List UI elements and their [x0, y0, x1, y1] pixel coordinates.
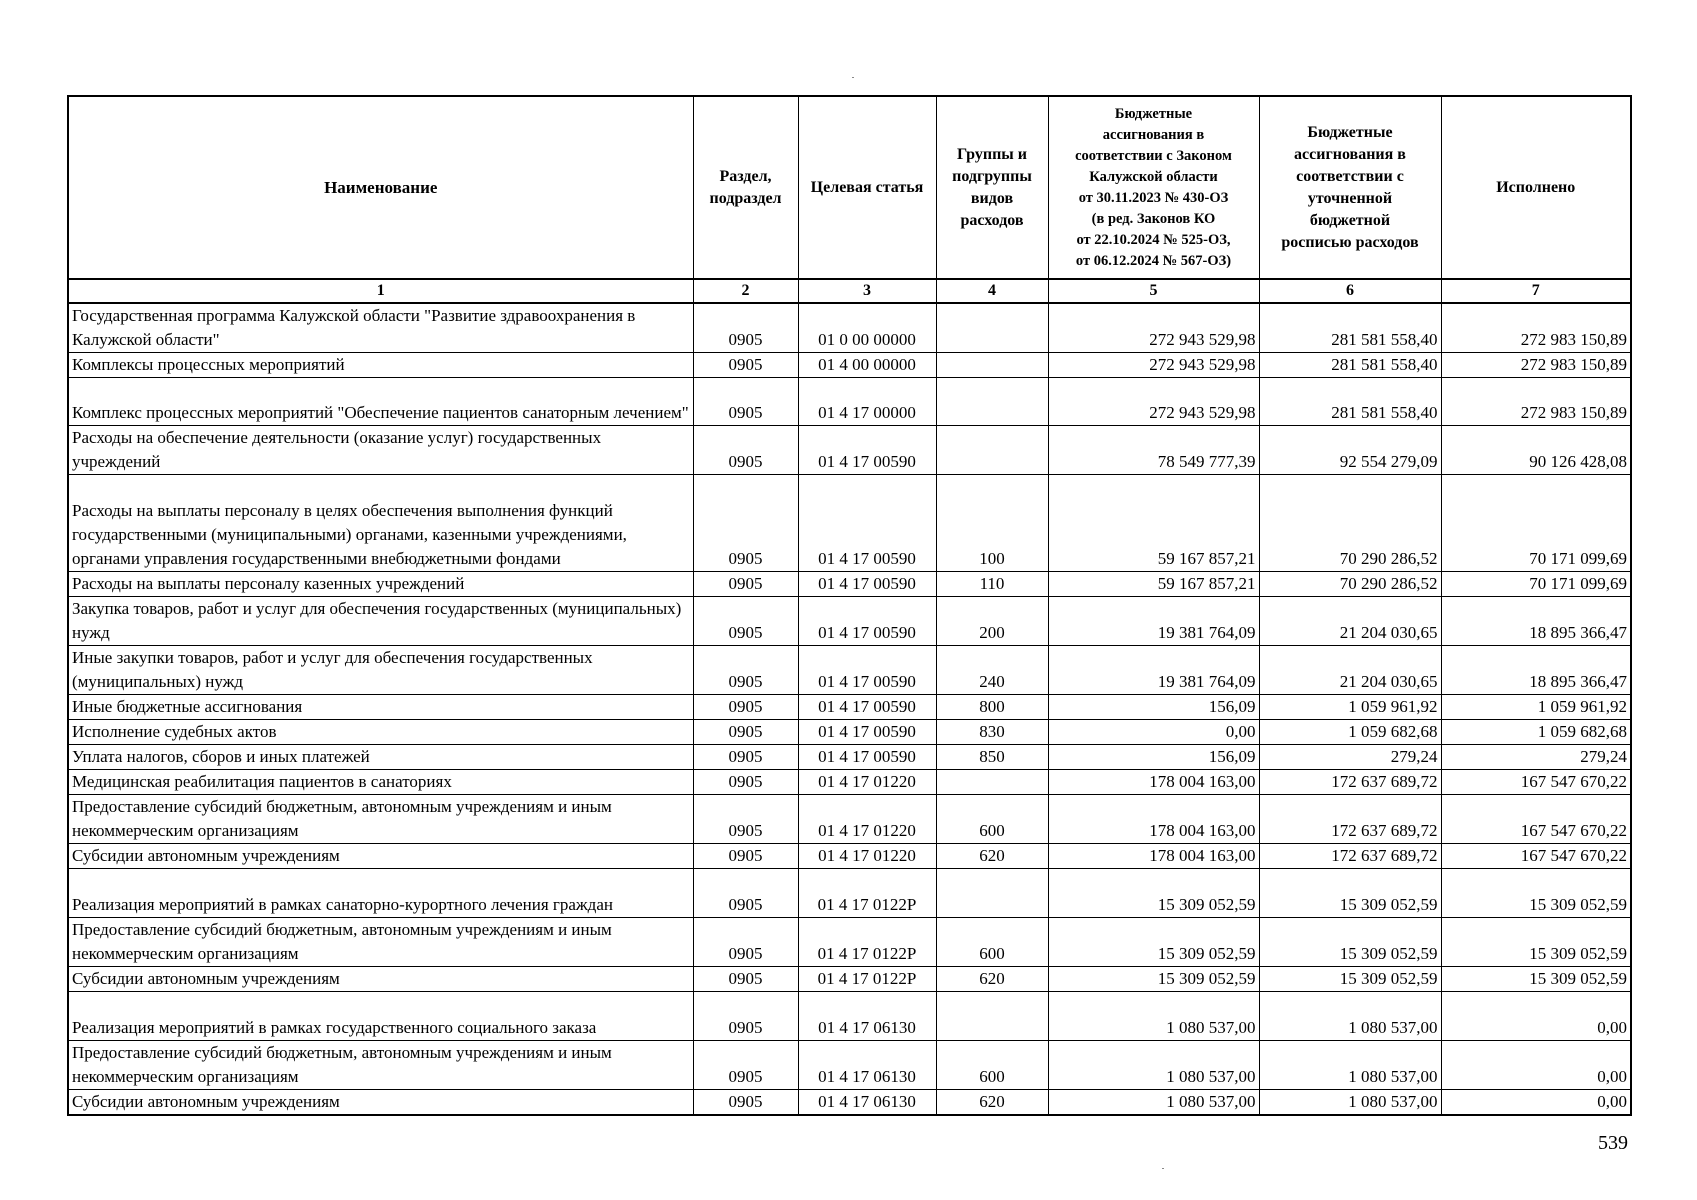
scan-speck [1162, 1168, 1164, 1169]
header-refined-appropriations [1259, 96, 1441, 279]
row-name: Закупка товаров, работ и услуг для обеспечения государственных (муниципальных) нужд [68, 597, 693, 646]
row-target-item: 01 4 17 00590 [798, 720, 936, 745]
header-name: Наименование [68, 96, 693, 279]
header-refined-line: Бюджетные [1307, 123, 1393, 141]
table-row [68, 353, 1631, 378]
row-law-amount: 0,00 [1048, 720, 1259, 745]
header-executed: Исполнено [1441, 96, 1631, 279]
row-section: 0905 [693, 1041, 798, 1090]
header-section: Раздел, подраздел [693, 96, 798, 279]
row-name: Расходы на выплаты персоналу в целях обеспечения выполнения функций государственными (муниципальными) органами, казенными учреждениями, органами управления государственными внебюджетными фондами [68, 475, 693, 572]
row-name: Государственная программа Калужской области "Развитие здравоохранения в Калужской области" [68, 303, 693, 353]
row-expense-group [936, 303, 1048, 353]
row-name: Расходы на обеспечение деятельности (оказание услуг) государственных учреждений [68, 426, 693, 475]
table-row [68, 918, 1631, 967]
row-executed-amount: 15 309 052,59 [1441, 967, 1631, 992]
row-expense-group: 620 [936, 844, 1048, 869]
row-executed-amount: 18 895 366,47 [1441, 597, 1631, 646]
row-section: 0905 [693, 869, 798, 918]
row-executed-amount: 1 059 961,92 [1441, 695, 1631, 720]
table-row [68, 572, 1631, 597]
row-name: Субсидии автономным учреждениям [68, 1090, 693, 1116]
row-refined-amount: 15 309 052,59 [1259, 967, 1441, 992]
row-target-item: 01 4 17 00000 [798, 378, 936, 426]
row-section: 0905 [693, 1090, 798, 1116]
row-refined-amount: 172 637 689,72 [1259, 795, 1441, 844]
row-expense-group: 830 [936, 720, 1048, 745]
row-section: 0905 [693, 720, 798, 745]
row-section: 0905 [693, 475, 798, 572]
row-executed-amount: 279,24 [1441, 745, 1631, 770]
row-law-amount: 15 309 052,59 [1048, 918, 1259, 967]
row-law-amount: 156,09 [1048, 745, 1259, 770]
row-name: Предоставление субсидий бюджетным, автономным учреждениям и иным некоммерческим организациям [68, 1041, 693, 1090]
row-refined-amount: 1 080 537,00 [1259, 992, 1441, 1041]
row-target-item: 01 4 17 06130 [798, 1041, 936, 1090]
column-number: 6 [1259, 279, 1441, 303]
row-target-item: 01 4 17 00590 [798, 597, 936, 646]
row-law-amount: 19 381 764,09 [1048, 597, 1259, 646]
row-law-amount: 78 549 777,39 [1048, 426, 1259, 475]
row-refined-amount: 21 204 030,65 [1259, 597, 1441, 646]
header-law-line: ассигнования в [1102, 126, 1205, 143]
row-target-item: 01 4 17 01220 [798, 795, 936, 844]
row-name: Предоставление субсидий бюджетным, автономным учреждениям и иным некоммерческим организациям [68, 918, 693, 967]
row-section: 0905 [693, 844, 798, 869]
row-law-amount: 272 943 529,98 [1048, 378, 1259, 426]
row-expense-group [936, 992, 1048, 1041]
table-row [68, 426, 1631, 475]
row-name: Субсидии автономным учреждениям [68, 967, 693, 992]
row-expense-group: 110 [936, 572, 1048, 597]
row-section: 0905 [693, 646, 798, 695]
row-section: 0905 [693, 572, 798, 597]
row-expense-group: 200 [936, 597, 1048, 646]
row-name: Медицинская реабилитация пациентов в санаториях [68, 770, 693, 795]
row-refined-amount: 21 204 030,65 [1259, 646, 1441, 695]
header-refined-line: уточненной [1307, 189, 1393, 207]
row-refined-amount: 172 637 689,72 [1259, 770, 1441, 795]
table-row [68, 770, 1631, 795]
row-refined-amount: 70 290 286,52 [1259, 475, 1441, 572]
row-refined-amount: 92 554 279,09 [1259, 426, 1441, 475]
row-expense-group: 850 [936, 745, 1048, 770]
row-law-amount: 1 080 537,00 [1048, 1090, 1259, 1116]
table-row [68, 795, 1631, 844]
row-law-amount: 178 004 163,00 [1048, 844, 1259, 869]
column-number: 5 [1048, 279, 1259, 303]
budget-table [67, 95, 1632, 1116]
row-executed-amount: 15 309 052,59 [1441, 918, 1631, 967]
row-refined-amount: 281 581 558,40 [1259, 303, 1441, 353]
row-expense-group: 600 [936, 1041, 1048, 1090]
row-law-amount: 19 381 764,09 [1048, 646, 1259, 695]
table-row [68, 597, 1631, 646]
header-law-line: от 06.12.2024 № 567-ОЗ) [1075, 252, 1232, 269]
row-executed-amount: 272 983 150,89 [1441, 303, 1631, 353]
row-expense-group: 800 [936, 695, 1048, 720]
row-section: 0905 [693, 426, 798, 475]
row-section: 0905 [693, 597, 798, 646]
row-expense-group [936, 770, 1048, 795]
row-refined-amount: 1 080 537,00 [1259, 1041, 1441, 1090]
row-refined-amount: 1 059 961,92 [1259, 695, 1441, 720]
row-section: 0905 [693, 992, 798, 1041]
table-row [68, 695, 1631, 720]
row-executed-amount: 167 547 670,22 [1441, 795, 1631, 844]
row-target-item: 01 4 17 01220 [798, 844, 936, 869]
row-law-amount: 1 080 537,00 [1048, 1041, 1259, 1090]
column-number: 1 [68, 279, 693, 303]
row-refined-amount: 70 290 286,52 [1259, 572, 1441, 597]
row-expense-group [936, 426, 1048, 475]
column-number: 2 [693, 279, 798, 303]
row-law-amount: 156,09 [1048, 695, 1259, 720]
row-name: Иные бюджетные ассигнования [68, 695, 693, 720]
table-row [68, 646, 1631, 695]
table-row [68, 1041, 1631, 1090]
row-name: Исполнение судебных актов [68, 720, 693, 745]
row-executed-amount: 272 983 150,89 [1441, 353, 1631, 378]
row-law-amount: 15 309 052,59 [1048, 869, 1259, 918]
row-name: Комплекс процессных мероприятий "Обеспечение пациентов санаторным лечением" [68, 378, 693, 426]
header-law-line: Бюджетные [1114, 105, 1193, 122]
row-law-amount: 178 004 163,00 [1048, 795, 1259, 844]
row-target-item: 01 4 17 01220 [798, 770, 936, 795]
row-executed-amount: 1 059 682,68 [1441, 720, 1631, 745]
row-section: 0905 [693, 303, 798, 353]
table-row [68, 378, 1631, 426]
table-row [68, 745, 1631, 770]
table-row [68, 869, 1631, 918]
header-refined-line: росписью расходов [1281, 233, 1419, 251]
row-refined-amount: 1 059 682,68 [1259, 720, 1441, 745]
row-section: 0905 [693, 745, 798, 770]
row-target-item: 01 4 00 00000 [798, 353, 936, 378]
column-number: 3 [798, 279, 936, 303]
table-row [68, 303, 1631, 353]
row-expense-group: 620 [936, 1090, 1048, 1116]
table-row [68, 720, 1631, 745]
row-section: 0905 [693, 353, 798, 378]
row-expense-group [936, 378, 1048, 426]
table-row [68, 992, 1631, 1041]
row-target-item: 01 4 17 00590 [798, 695, 936, 720]
table-row [68, 967, 1631, 992]
row-executed-amount: 167 547 670,22 [1441, 844, 1631, 869]
row-target-item: 01 4 17 00590 [798, 572, 936, 597]
row-target-item: 01 4 17 0122P [798, 869, 936, 918]
row-name: Расходы на выплаты персоналу казенных учреждений [68, 572, 693, 597]
header-law-line: от 30.11.2023 № 430-ОЗ [1078, 189, 1229, 206]
row-target-item: 01 0 00 00000 [798, 303, 936, 353]
row-refined-amount: 1 080 537,00 [1259, 1090, 1441, 1116]
row-section: 0905 [693, 695, 798, 720]
row-target-item: 01 4 17 00590 [798, 745, 936, 770]
row-section: 0905 [693, 770, 798, 795]
row-section: 0905 [693, 795, 798, 844]
row-name: Предоставление субсидий бюджетным, автономным учреждениям и иным некоммерческим организациям [68, 795, 693, 844]
header-refined-line: бюджетной [1309, 211, 1391, 229]
row-executed-amount: 0,00 [1441, 992, 1631, 1041]
row-expense-group [936, 353, 1048, 378]
row-section: 0905 [693, 918, 798, 967]
table-body [68, 303, 1631, 1115]
row-law-amount: 59 167 857,21 [1048, 475, 1259, 572]
row-target-item: 01 4 17 00590 [798, 646, 936, 695]
row-refined-amount: 15 309 052,59 [1259, 918, 1441, 967]
row-section: 0905 [693, 967, 798, 992]
row-law-amount: 272 943 529,98 [1048, 353, 1259, 378]
row-expense-group: 600 [936, 795, 1048, 844]
row-expense-group: 240 [936, 646, 1048, 695]
row-law-amount: 272 943 529,98 [1048, 303, 1259, 353]
row-target-item: 01 4 17 06130 [798, 992, 936, 1041]
header-expense-group: Группы и подгруппы видов расходов [936, 96, 1048, 279]
row-law-amount: 1 080 537,00 [1048, 992, 1259, 1041]
row-refined-amount: 15 309 052,59 [1259, 869, 1441, 918]
row-name: Комплексы процессных мероприятий [68, 353, 693, 378]
row-executed-amount: 0,00 [1441, 1090, 1631, 1116]
row-expense-group: 600 [936, 918, 1048, 967]
row-name: Реализация мероприятий в рамках государственного социального заказа [68, 992, 693, 1041]
row-target-item: 01 4 17 00590 [798, 475, 936, 572]
row-law-amount: 59 167 857,21 [1048, 572, 1259, 597]
row-executed-amount: 90 126 428,08 [1441, 426, 1631, 475]
row-executed-amount: 15 309 052,59 [1441, 869, 1631, 918]
row-executed-amount: 272 983 150,89 [1441, 378, 1631, 426]
header-law-line: соответствии с Законом [1075, 147, 1232, 164]
row-executed-amount: 0,00 [1441, 1041, 1631, 1090]
header-target-item: Целевая статья [798, 96, 936, 279]
row-refined-amount: 281 581 558,40 [1259, 353, 1441, 378]
column-number: 4 [936, 279, 1048, 303]
row-target-item: 01 4 17 0122P [798, 918, 936, 967]
row-expense-group: 620 [936, 967, 1048, 992]
row-expense-group [936, 869, 1048, 918]
row-executed-amount: 167 547 670,22 [1441, 770, 1631, 795]
row-target-item: 01 4 17 00590 [798, 426, 936, 475]
scan-speck [852, 77, 854, 78]
header-law-line: Калужской области [1089, 168, 1218, 185]
row-name: Иные закупки товаров, работ и услуг для обеспечения государственных (муниципальных) нужд [68, 646, 693, 695]
row-name: Уплата налогов, сборов и иных платежей [68, 745, 693, 770]
row-target-item: 01 4 17 06130 [798, 1090, 936, 1116]
header-law-line: от 22.10.2024 № 525-ОЗ, [1076, 231, 1231, 248]
row-law-amount: 178 004 163,00 [1048, 770, 1259, 795]
table-row [68, 475, 1631, 572]
row-law-amount: 15 309 052,59 [1048, 967, 1259, 992]
page-number: 539 [1598, 1132, 1628, 1154]
row-executed-amount: 18 895 366,47 [1441, 646, 1631, 695]
table-header-row [68, 96, 1631, 279]
row-executed-amount: 70 171 099,69 [1441, 572, 1631, 597]
column-number: 7 [1441, 279, 1631, 303]
row-name: Реализация мероприятий в рамках санаторно-курортного лечения граждан [68, 869, 693, 918]
row-expense-group: 100 [936, 475, 1048, 572]
row-executed-amount: 70 171 099,69 [1441, 475, 1631, 572]
row-section: 0905 [693, 378, 798, 426]
header-law-line: (в ред. Законов КО [1091, 210, 1216, 227]
row-refined-amount: 172 637 689,72 [1259, 844, 1441, 869]
row-name: Субсидии автономным учреждениям [68, 844, 693, 869]
column-number-row [68, 279, 1631, 303]
header-refined-line: соответствии с [1296, 167, 1404, 185]
row-refined-amount: 279,24 [1259, 745, 1441, 770]
table-row [68, 1090, 1631, 1116]
table-row [68, 844, 1631, 869]
row-target-item: 01 4 17 0122P [798, 967, 936, 992]
row-refined-amount: 281 581 558,40 [1259, 378, 1441, 426]
header-refined-line: ассигнования в [1294, 145, 1406, 163]
header-law-appropriations [1048, 96, 1259, 279]
